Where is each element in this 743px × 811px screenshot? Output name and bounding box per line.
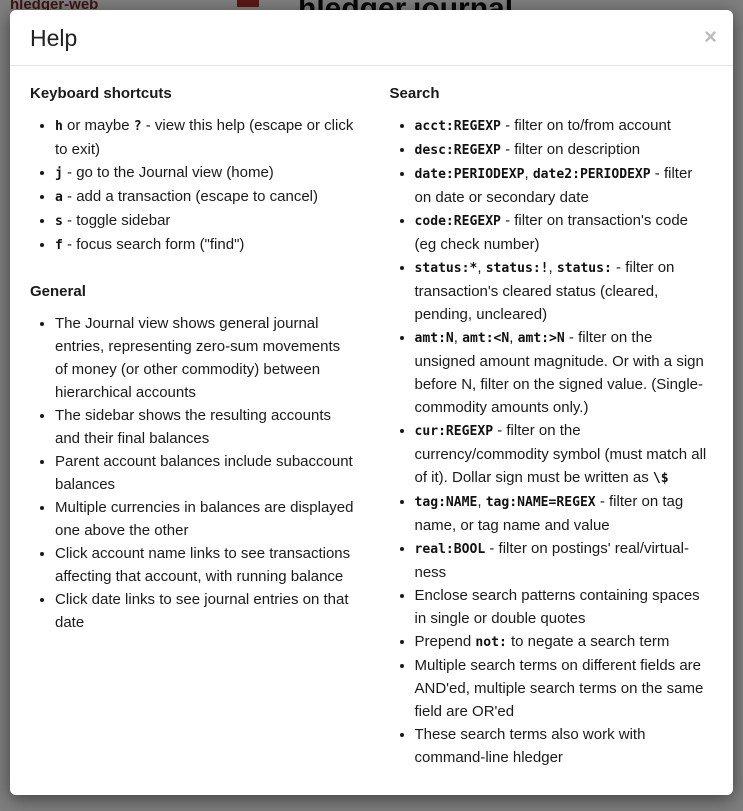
code-term: date:PERIODEXP bbox=[414, 167, 525, 183]
help-list-item bbox=[415, 256, 714, 326]
text-segment: - filter on the unsigned amount magnitude. Or with a sign before N, filter on the signed value. (Single-commodity amounts only.) bbox=[414, 329, 704, 417]
code-term: status:! bbox=[485, 261, 549, 277]
help-list-item bbox=[415, 630, 714, 654]
section-heading-general: General bbox=[30, 283, 86, 301]
code-term: amt:N bbox=[414, 331, 454, 347]
text-segment: - filter on postings' real/virtual-ness bbox=[414, 540, 689, 582]
text-segment: - go to the Journal view (home) bbox=[62, 164, 274, 182]
section-heading-keyboard-shortcuts: Keyboard shortcuts bbox=[30, 85, 172, 103]
help-modal bbox=[10, 10, 733, 795]
help-list-item bbox=[55, 542, 354, 588]
code-term: ? bbox=[133, 119, 142, 135]
code-term: a bbox=[55, 190, 63, 206]
help-list-item bbox=[55, 496, 354, 542]
text-segment: Click account name links to see transactions affecting that account, with running balance bbox=[55, 545, 351, 586]
help-list-item bbox=[55, 114, 354, 161]
code-term: date2:PERIODEXP bbox=[532, 167, 651, 183]
modal-title: Help bbox=[30, 25, 78, 51]
text-segment: Enclose search patterns containing spaces in single or double quotes bbox=[414, 587, 700, 628]
code-term: j bbox=[55, 166, 63, 182]
help-list-item bbox=[415, 537, 714, 584]
help-list-item bbox=[55, 185, 354, 209]
modal-header bbox=[10, 10, 733, 66]
text-segment: The Journal view shows general journal entries, representing zero-sum movements of money (or other commodity) between hierarchical accounts bbox=[55, 315, 341, 402]
text-segment: - add a transaction (escape to cancel) bbox=[62, 188, 318, 206]
text-segment: , bbox=[453, 329, 463, 347]
text-segment: - filter on tag name, or tag name and value bbox=[414, 493, 684, 535]
code-term: code:REGEXP bbox=[414, 214, 501, 230]
code-term: f bbox=[55, 238, 63, 254]
help-list-item bbox=[55, 209, 354, 233]
help-list-item bbox=[55, 312, 354, 404]
help-list-item bbox=[415, 490, 714, 537]
code-term: amt:>N bbox=[517, 331, 565, 347]
help-list-item bbox=[55, 588, 354, 634]
text-segment: , bbox=[524, 165, 533, 183]
text-segment: Parent account balances include subaccount balances bbox=[55, 453, 353, 494]
code-term: status:* bbox=[414, 261, 478, 277]
text-segment: - focus search form ("find") bbox=[62, 236, 245, 254]
text-segment: , bbox=[477, 259, 486, 277]
text-segment: These search terms also work with command-line hledger bbox=[414, 726, 646, 767]
general-help-list bbox=[30, 312, 354, 634]
text-segment: - view this help (escape or click to exit) bbox=[55, 117, 354, 159]
text-segment: - filter on date or secondary date bbox=[414, 165, 693, 207]
help-list-item bbox=[415, 419, 714, 490]
text-segment: - filter on transaction's cleared status (cleared, pending, uncleared) bbox=[414, 259, 675, 324]
modal-body bbox=[10, 66, 733, 795]
help-list-item bbox=[55, 233, 354, 257]
code-term: s bbox=[55, 214, 63, 230]
code-term: status: bbox=[556, 261, 612, 277]
help-column-left bbox=[30, 85, 366, 795]
help-list-item bbox=[415, 654, 714, 723]
text-segment: Click date links to see journal entries on that date bbox=[55, 591, 349, 632]
code-term: h bbox=[55, 119, 63, 135]
help-list-item bbox=[415, 209, 714, 256]
help-list-item bbox=[415, 114, 714, 138]
text-segment: to negate a search term bbox=[506, 633, 670, 651]
text-segment: The sidebar shows the resulting accounts and their final balances bbox=[55, 407, 331, 448]
code-term: acct:REGEXP bbox=[414, 119, 501, 135]
text-segment: - toggle sidebar bbox=[62, 212, 171, 230]
code-term: desc:REGEXP bbox=[414, 143, 501, 159]
section-heading-search: Search bbox=[389, 85, 440, 103]
help-list-item bbox=[55, 404, 354, 450]
code-term: tag:NAME=REGEX bbox=[485, 495, 596, 511]
code-term: real:BOOL bbox=[414, 542, 486, 558]
text-segment: or maybe bbox=[62, 117, 134, 135]
code-term: tag:NAME bbox=[414, 495, 478, 511]
help-column-right bbox=[366, 85, 714, 795]
help-list-item bbox=[415, 723, 714, 769]
keyboard-shortcuts-list bbox=[30, 114, 354, 257]
code-term: amt:<N bbox=[462, 331, 510, 347]
help-list-item bbox=[55, 450, 354, 496]
help-list-item bbox=[415, 584, 714, 630]
help-list-item bbox=[415, 326, 714, 419]
text-segment: - filter on the currency/commodity symbol (must match all of it). Dollar sign must be written as bbox=[414, 422, 707, 487]
text-segment: , bbox=[477, 493, 486, 511]
code-term: cur:REGEXP bbox=[414, 424, 494, 440]
text-segment: Prepend bbox=[414, 633, 476, 651]
help-list-item bbox=[415, 138, 714, 162]
text-segment: - filter on to/from account bbox=[500, 117, 671, 135]
text-segment: - filter on description bbox=[500, 141, 641, 159]
text-segment: , bbox=[548, 259, 557, 277]
close-icon[interactable]: × bbox=[704, 24, 717, 49]
text-segment: - filter on transaction's code (eg check number) bbox=[414, 212, 689, 254]
help-list-item bbox=[55, 161, 354, 185]
code-term: not: bbox=[475, 635, 507, 651]
text-segment: Multiple search terms on different fields are AND'ed, multiple search terms on the same field are OR'ed bbox=[414, 657, 704, 721]
help-list-item bbox=[415, 162, 714, 209]
code-term: \$ bbox=[652, 471, 669, 487]
search-help-list bbox=[390, 114, 714, 769]
text-segment: Multiple currencies in balances are displayed one above the other bbox=[55, 499, 354, 540]
text-segment: , bbox=[509, 329, 518, 347]
